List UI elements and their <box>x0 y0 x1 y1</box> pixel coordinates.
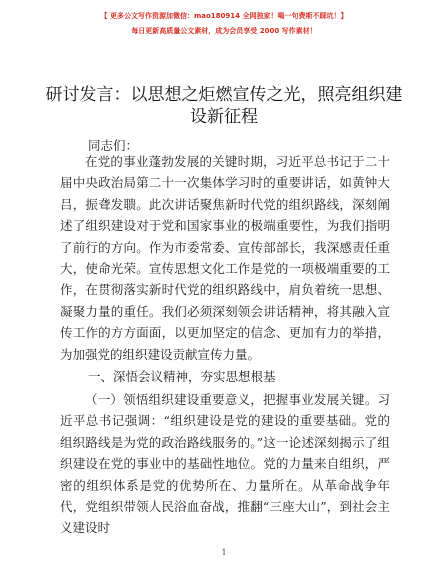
body-paragraph-2: （一）领悟组织建设重要意义，把握事业发展关键。习近平总书记强调：“组织建设是党的建设的重要基础。党的组织路线是为党的政治路线服务的。”这一论述深刻揭示了组织建设在党的事业中的基础性地位。党的力量来自组织，严密的组织体系是党的优势所在、力量所在。从革命战争年代，党组织带领人民浴血奋战，推翻“三座大山”，到社会主义建设时 <box>60 392 390 536</box>
greeting: 同志们： <box>88 138 139 153</box>
section-heading-1: 一、深悟会议精神，夯实思想根基 <box>88 369 276 384</box>
page-number: 1 <box>221 548 227 557</box>
promo-banner-line-1: 【 更多公文写作资源加微信：mao180914 全网独家！喝一句费斯不踩坑！】 <box>100 12 348 20</box>
body-paragraph-1: 在党的事业蓬勃发展的关键时期，习近平总书记于二十届中央政治局第二十一次集体学习时的重要讲话，如黄钟大吕，振聋发聩。此次讲话聚焦新时代党的组织路线，深刻阐述了组织建设对于党和国家事业的极端重要性，为我们指明了前行的方向。作为市委常委、宣传部部长，我深感责任重大，使命光荣。宣传思想文化工作是党的一项极端重要的工作，在贯彻落实新时代党的组织路线中，肩负着统一思想、凝聚力量的重任。我们必须深刻领会讲话精神，将其融入宣传工作的方方面面，以更加坚定的信念、更加有力的举措，为加强党的组织建设贡献宣传力量。 <box>60 154 390 362</box>
promo-banner-line-2: 每日更新高质量公文素材，成为会员享受 2000 写作素材！ <box>131 27 317 35</box>
document-title: 研讨发言：以思想之炬燃宣传之光，照亮组织建设新征程 <box>45 85 403 127</box>
